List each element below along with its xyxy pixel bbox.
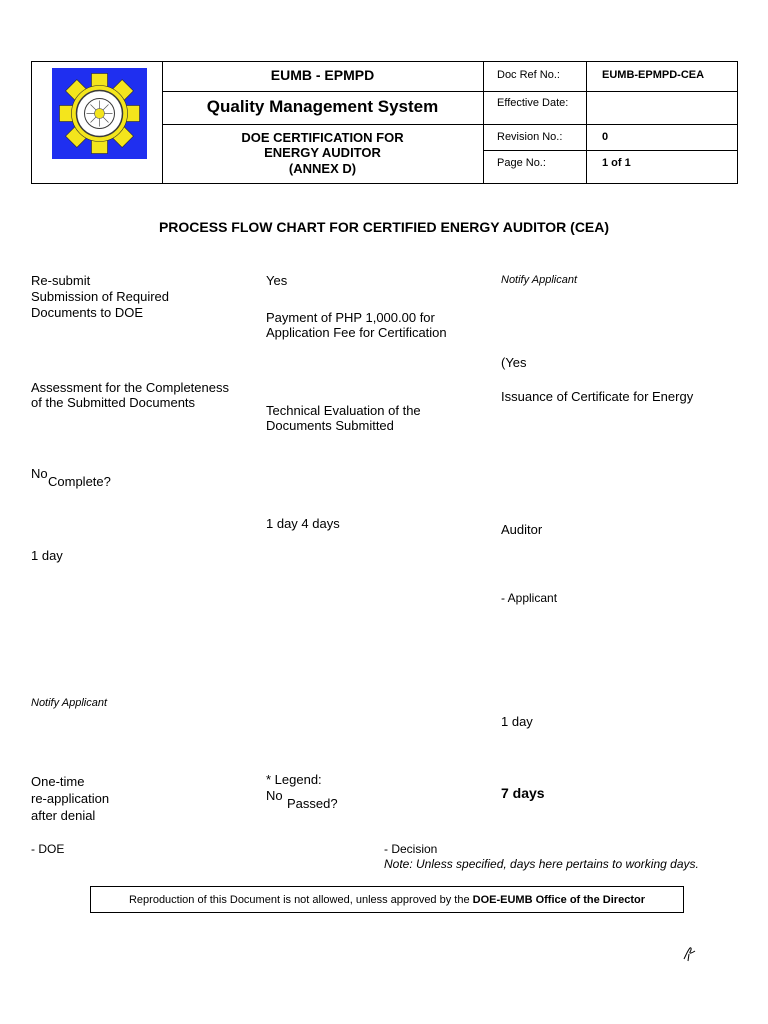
initials-signature <box>680 944 700 964</box>
onetime-line3: after denial <box>31 808 96 823</box>
revision-value: 0 <box>602 131 609 143</box>
doc-title-line1: DOE CERTIFICATION FOR <box>241 130 404 145</box>
header-divider <box>162 91 483 92</box>
technical-step-line2: Documents Submitted <box>266 418 394 433</box>
header-divider <box>483 91 738 92</box>
sun-seal-icon <box>52 68 147 159</box>
header-divider <box>162 124 483 125</box>
doc-title-line2: ENERGY AUDITOR <box>264 145 381 160</box>
total-duration: 7 days <box>501 785 545 801</box>
reproduction-text: Reproduction of this Document is not allowed, unless approved by the <box>128 893 470 906</box>
header-divider <box>483 62 484 183</box>
header-divider <box>483 124 738 125</box>
legend-applicant: - Applicant <box>501 591 558 605</box>
yes-label-mid: Yes <box>266 273 288 288</box>
reproduction-authority: DOE-EUMB Office of the Director <box>472 893 645 906</box>
page-no-value: 1 of 1 <box>602 157 631 169</box>
page-title: PROCESS FLOW CHART FOR CERTIFIED ENERGY AUDITOR (CEA) <box>158 219 610 235</box>
header-divider <box>483 150 738 151</box>
doe-logo <box>52 68 147 159</box>
document-header-table <box>31 61 738 184</box>
page-no-label: Page No.: <box>497 157 546 169</box>
resubmit-label: Re-submit <box>31 273 91 288</box>
doc-title-line3: (ANNEX D) <box>288 161 357 176</box>
issuance-step: Issuance of Certificate for Energy <box>501 389 694 404</box>
legend-decision: - Decision <box>384 842 438 856</box>
yes-label-right: (Yes <box>501 355 527 370</box>
working-days-note: Note: Unless specified, days here pertains to working days. <box>384 857 699 871</box>
submission-step-line2: Documents to DOE <box>31 305 143 320</box>
legend-title: * Legend: <box>266 772 322 787</box>
no-label-passed: No <box>266 788 283 803</box>
assessment-step-line2: of the Submitted Documents <box>31 395 196 410</box>
doc-ref-value: EUMB-EPMPD-CEA <box>602 69 705 81</box>
onetime-line2: re-application <box>31 791 110 806</box>
effective-date-label: Effective Date: <box>497 97 569 109</box>
submission-step-line1: Submission of Required <box>31 289 170 304</box>
org-name: EUMB - EPMPD <box>270 67 375 83</box>
notify-applicant-right: Notify Applicant <box>501 274 578 286</box>
doc-ref-label: Doc Ref No.: <box>497 69 560 81</box>
assessment-step-line1: Assessment for the Completeness <box>31 380 229 395</box>
onetime-line1: One-time <box>31 774 85 789</box>
auditor-label: Auditor <box>501 522 543 537</box>
reproduction-notice <box>90 886 684 913</box>
technical-step-line1: Technical Evaluation of the <box>266 403 421 418</box>
complete-decision: Complete? <box>48 474 111 489</box>
duration-1-day-right: 1 day <box>501 714 533 729</box>
no-label: No <box>31 466 48 481</box>
legend-doe: - DOE <box>31 842 65 856</box>
duration-1-day: 1 day <box>31 548 63 563</box>
duration-days: 1 day 4 days <box>266 516 340 531</box>
payment-step-line2: Application Fee for Certification <box>266 325 447 340</box>
passed-decision: Passed? <box>287 796 338 811</box>
revision-label: Revision No.: <box>497 131 563 143</box>
notify-applicant-left: Notify Applicant <box>31 697 108 709</box>
header-divider <box>586 62 587 183</box>
system-title: Quality Management System <box>206 97 439 116</box>
payment-step-line1: Payment of PHP 1,000.00 for <box>266 310 435 325</box>
